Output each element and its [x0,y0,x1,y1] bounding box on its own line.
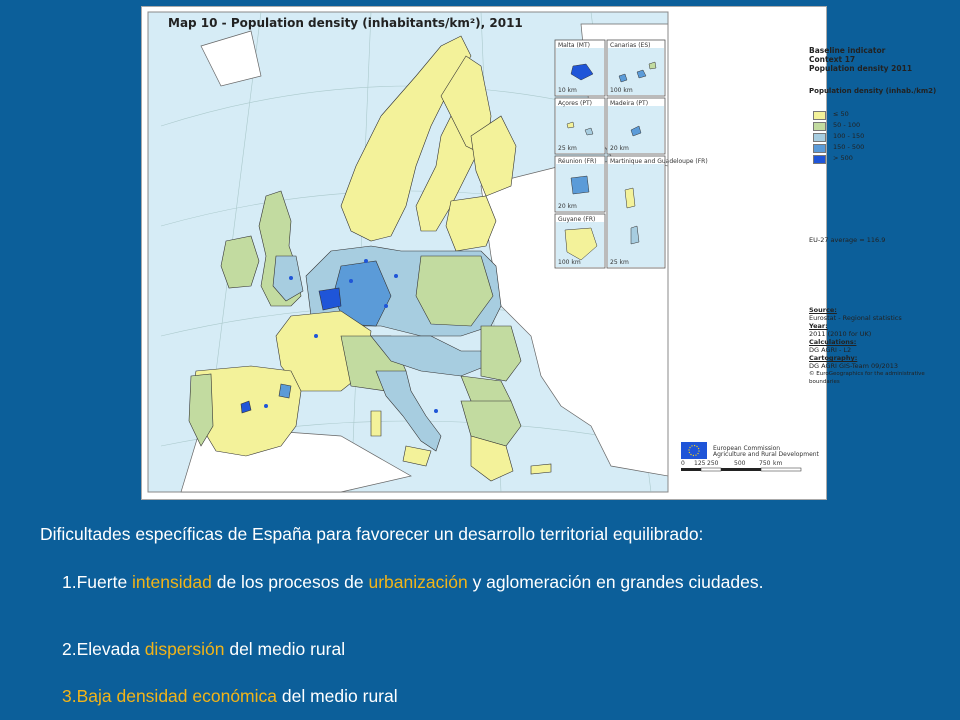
legend-class-2 [809,120,949,131]
item-3 [62,686,955,707]
inset-scale-reunion: 20 km [558,203,577,210]
carto-label: Cartography: [809,354,858,362]
inset-scale-acores: 25 km [558,145,577,152]
inset-label-canarias: Canarias (ES) [610,42,651,49]
item-1-highlight-1: intensidad [132,572,212,592]
scale-tick-125: 125 [694,460,706,467]
item-1-highlight-2: urbanización [368,572,468,592]
legend-subtitle: Population density (inhab./km2) [809,87,937,95]
legend-swatch-4 [813,144,826,153]
calc-label: Calculations: [809,338,857,346]
inset-scale-guyane: 100 km [558,259,581,266]
legend-swatch-3 [813,133,826,142]
inset-scale-canarias: 100 km [610,87,633,94]
dg-label: Agriculture and Rural Development [713,451,819,458]
inset-label-malta: Malta (MT) [558,42,590,49]
legend-swatch-5 [813,155,826,164]
copyright: © EuroGeographics for the administrative boundaries [809,371,925,385]
scale-bar [681,468,801,471]
legend-class-label-3: 100 - 150 [833,132,865,140]
legend-swatch-2 [813,122,826,131]
item-3-highlight: 3.Baja densidad económica [62,686,278,706]
legend-header-2: Context 17 [809,55,856,64]
legend-average: EU-27 average = 116.9 [809,236,886,244]
inset-scale-madeira: 20 km [610,145,629,152]
eu-flag-icon [681,442,707,459]
scale-tick-0: 0 [681,460,685,467]
source-label: Source: [809,306,837,314]
legend-class-label-2: 50 - 100 [833,121,861,129]
scale-tick-750: 750 [759,460,771,467]
legend-class-3 [809,131,949,142]
legend-class-label-4: 150 - 500 [833,143,865,151]
legend-class-1 [809,109,949,120]
inset-label-reunion: Réunion (FR) [558,158,597,165]
inset-label-martinique: Martinique and Guadeloupe (FR) [610,158,708,165]
legend-header-1: Baseline indicator [809,46,886,55]
scale-tick-250: 250 [707,460,719,467]
inset-label-acores: Açores (PT) [558,100,592,107]
source-block [809,306,949,386]
map-title: Map 10 - Population density (inhabitants/km²), 2011 [168,16,523,30]
source-value: Eurostat - Regional statistics [809,314,902,322]
calc-value: DG AGRI - L2 [809,346,852,354]
legend-class-label-1: ≤ 50 [833,110,849,118]
item-3-rest: del medio rural [277,686,398,706]
legend-class-5 [809,153,949,164]
item-1-middle: de los procesos de [211,572,369,592]
year-value: 2011 (2010 for UK) [809,330,872,338]
inset-scale-martinique: 25 km [610,259,629,266]
legend-class-4 [809,142,949,153]
map-panel [141,6,937,500]
legend [809,46,949,486]
carto-value: DG AGRI GIS-Team 09/2013 [809,362,899,370]
commission-label: European Commission [713,445,781,452]
item-1-rest: y aglomeración en grandes ciudades. [467,572,764,592]
item-1-number: 1.Fuerte [62,572,133,592]
scale-tick-500: 500 [734,460,746,467]
intro-text: Dificultades específicas de España para favorecer un desarrollo territorial equilibrado: [40,524,704,544]
year-label: Year: [809,322,828,330]
legend-class-label-5: > 500 [833,154,853,162]
inset-label-guyane: Guyane (FR) [558,216,596,223]
item-2 [62,639,955,660]
legend-swatch-1 [813,111,826,120]
item-1 [62,572,955,593]
inset-scale-malta: 10 km [558,87,577,94]
map-image [141,6,827,500]
item-2-highlight: dispersión [144,639,225,659]
scale-tick-km: km [773,460,783,467]
item-2-number: 2.Elevada [62,639,145,659]
inset-label-madeira: Madeira (PT) [610,100,649,107]
legend-header-3: Population density 2011 [809,64,913,73]
item-2-rest: del medio rural [224,639,346,659]
